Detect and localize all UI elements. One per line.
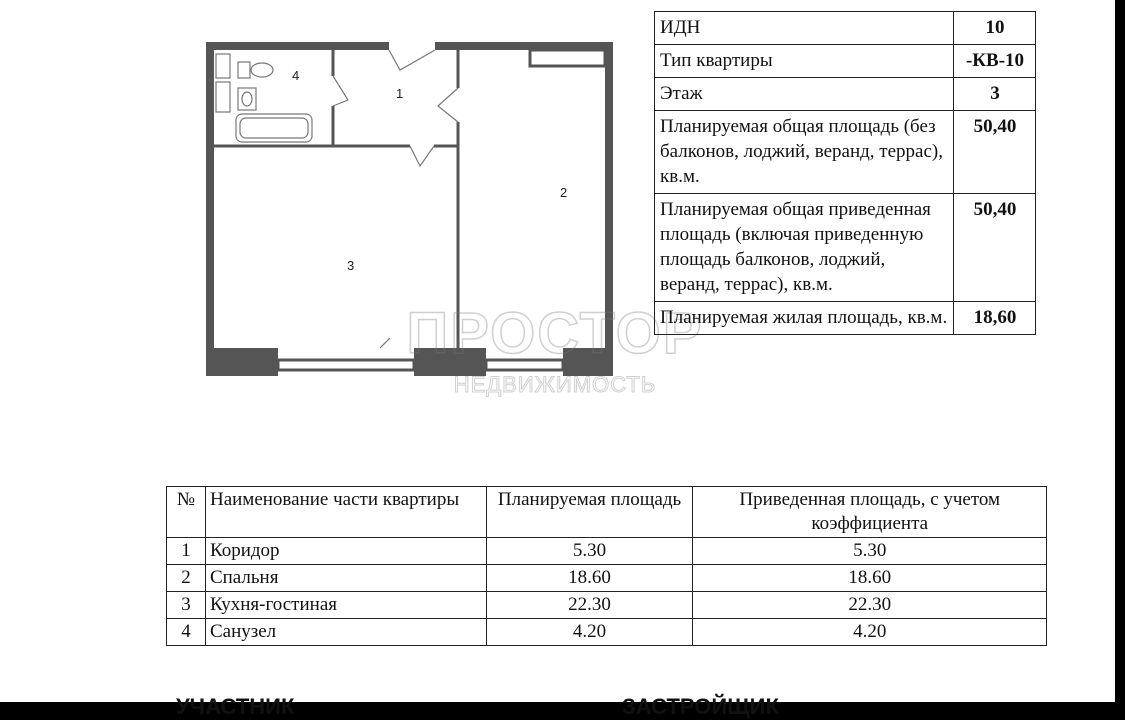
info-value: 50,40 [954,194,1036,302]
row-area: 22.30 [486,592,693,619]
info-value: 18,60 [954,302,1036,335]
header-number: № [167,487,206,538]
row-area: 18.60 [486,565,693,592]
info-label: Планируемая общая площадь (без балконов, лоджий, веранд, террас), кв.м. [655,111,954,194]
row-number: 1 [167,538,206,565]
row-number: 2 [167,565,206,592]
row-name: Коридор [205,538,486,565]
watermark-brand: ПРОСТОР [406,301,704,366]
row-reduced-area: 4.20 [693,619,1047,646]
row-area: 5.30 [486,538,693,565]
info-row [655,78,1036,111]
table-row [167,619,1047,646]
info-value: -КВ-10 [954,45,1036,78]
row-name: Кухня-гостиная [205,592,486,619]
row-reduced-area: 22.30 [693,592,1047,619]
rooms-header-row [167,487,1047,538]
info-row [655,194,1036,302]
row-area: 4.20 [486,619,693,646]
row-name: Спальня [205,565,486,592]
room-label-2: 2 [560,185,568,200]
info-row [655,12,1036,45]
table-row [167,538,1047,565]
info-label: Планируемая жилая площадь, кв.м. [655,302,954,335]
table-row [167,592,1047,619]
room-label-4: 4 [292,68,300,83]
row-name: Санузел [205,619,486,646]
header-name: Наименование части квартиры [205,487,486,538]
floor-plan [190,30,630,390]
apartment-info-table [654,11,1036,335]
row-number: 3 [167,592,206,619]
row-reduced-area: 18.60 [693,565,1047,592]
info-label: Планируемая общая приведенная площадь (включая приведенную площадь балконов, лоджий, веранд, террас), кв.м. [655,194,954,302]
watermark-sub: НЕДВИЖИМОСТЬ [453,372,657,397]
header-reduced-area: Приведенная площадь, с учетом коэффициента [693,487,1047,538]
info-value: 50,40 [954,111,1036,194]
info-row [655,111,1036,194]
info-value: 3 [954,78,1036,111]
room-label-3: 3 [347,258,355,273]
info-label: Тип квартиры [655,45,954,78]
info-label: Этаж [655,78,954,111]
info-row [655,45,1036,78]
floor-plan-drawing [190,30,630,390]
row-number: 4 [167,619,206,646]
info-value: 10 [954,12,1036,45]
info-row [655,302,1036,335]
footer-participant: УЧАСТНИК [176,694,295,719]
rooms-table [166,486,1047,646]
footer-developer: ЗАСТРОЙЩИК [622,694,779,719]
header-area: Планируемая площадь [486,487,693,538]
info-label: ИДН [655,12,954,45]
row-reduced-area: 5.30 [693,538,1047,565]
table-row [167,565,1047,592]
room-label-1: 1 [396,86,404,101]
